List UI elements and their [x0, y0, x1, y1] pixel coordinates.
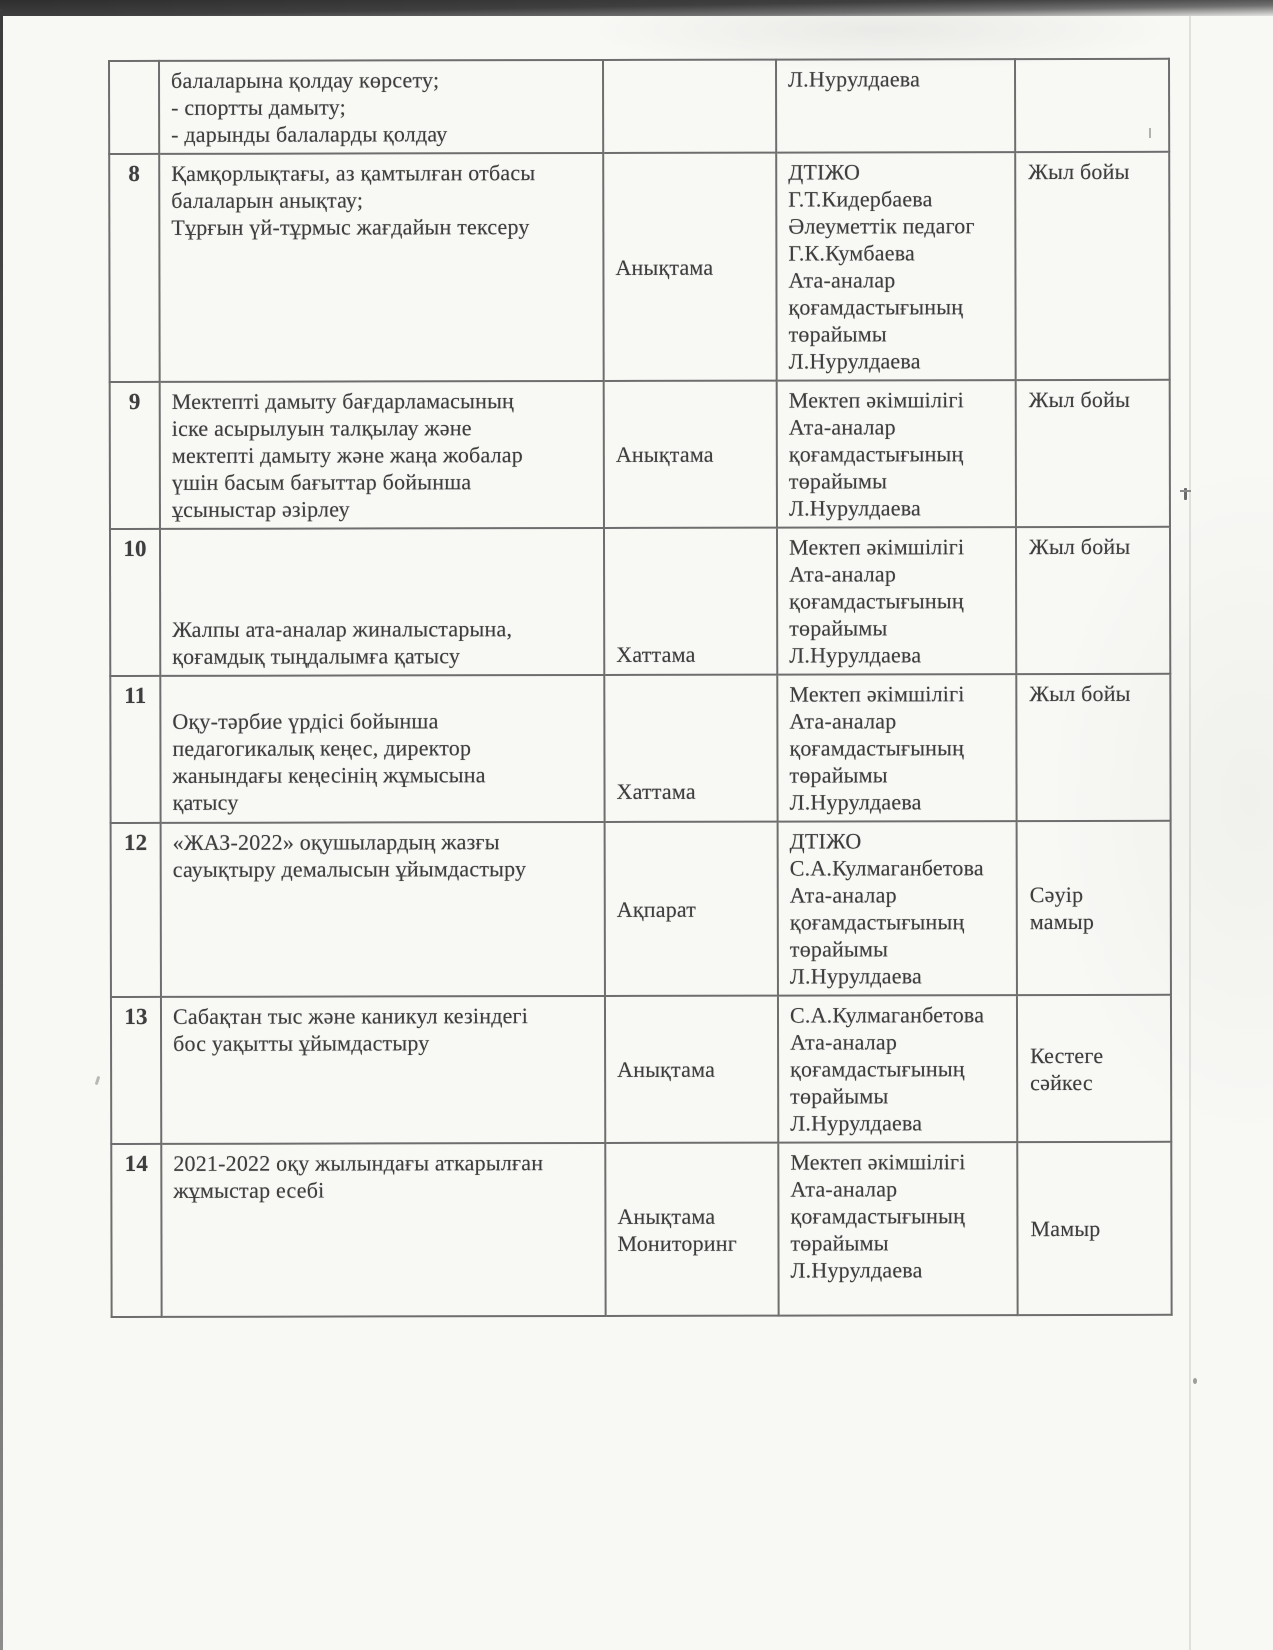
responsible-cell: Мектеп әкімшілігі Ата-аналар қоғамдастығының төрайымы Л.Нурулдаева [777, 380, 1016, 528]
row-number-cell: 12 [111, 823, 161, 997]
doc-type-cell [603, 60, 776, 153]
row-number-cell: 13 [111, 997, 161, 1144]
row-number-cell: 8 [109, 154, 159, 382]
doc-type-cell: Анықтама [605, 996, 778, 1143]
task-cell: балаларына қолдау көрсету; - спортты дамыту; - дарынды балаларды қолдау [159, 60, 603, 154]
row-number-cell: 9 [110, 382, 160, 529]
row-number-cell: 11 [110, 676, 160, 823]
task-cell: Қамқорлықтағы, аз қамтылған отбасы балаларын анықтау; Тұрғын үй-тұрмыс жағдайын тексеру [159, 153, 603, 382]
doc-type-cell: Хаттама [604, 675, 777, 822]
table-row [110, 674, 1170, 823]
row-number-cell: 10 [110, 529, 160, 676]
row-number-cell: 14 [111, 1144, 161, 1317]
scan-fold-line-artifact [1189, 16, 1191, 1650]
doc-type-cell: Анықтама [604, 381, 777, 528]
timing-cell: Жыл бойы [1016, 380, 1170, 527]
table-row [110, 380, 1170, 529]
work-plan-table [108, 58, 1173, 1318]
timing-cell: Сәуір мамыр [1017, 821, 1171, 995]
timing-cell: Мамыр [1017, 1142, 1171, 1315]
responsible-cell: ДТІЖО С.А.Кулмаганбетова Ата-аналар қоғамдастығының төрайымы Л.Нурулдаева [778, 821, 1017, 996]
timing-cell: Жыл бойы [1016, 527, 1170, 674]
responsible-cell: Мектеп әкімшілігі Ата-аналар қоғамдастығының төрайымы Л.Нурулдаева [777, 527, 1016, 675]
table-row [111, 821, 1171, 997]
doc-type-cell: Анықтама [603, 153, 776, 381]
doc-type-cell: Хаттама [604, 528, 777, 675]
task-cell: Мектепті дамыту бағдарламасының іске асырылуын талқылау және мектепті дамыту және жаңа жобалар үшін басым бағыттар бойынша ұсыныстар әзірлеу [160, 381, 604, 529]
timing-cell: Жыл бойы [1016, 674, 1170, 821]
table-row [111, 995, 1171, 1144]
doc-type-cell: Ақпарат [605, 822, 778, 996]
task-cell: «ЖАЗ-2022» оқушылардың жазғы сауықтыру демалысын ұйымдастыру [161, 822, 605, 997]
task-cell: 2021-2022 оқу жылындағы аткарылған жұмыстар есебі [161, 1143, 605, 1317]
responsible-cell: Мектеп әкімшілігі Ата-аналар қоғамдастығының төрайымы Л.Нурулдаева [777, 674, 1016, 822]
scan-speck-artifact [95, 1076, 101, 1085]
doc-type-cell: Анықтама Мониторинг [605, 1143, 778, 1316]
timing-cell: Кестеге сәйкес [1017, 995, 1171, 1142]
responsible-cell: С.А.Кулмаганбетова Ата-аналар қоғамдастығының төрайымы Л.Нурулдаева [778, 995, 1017, 1143]
scan-top-edge-artifact [0, 0, 1273, 16]
table-row [110, 527, 1170, 676]
responsible-cell: ДТІЖО Г.Т.Кидербаева Әлеуметтік педагог Г.К.Кумбаева Ата-аналар қоғамдастығының төрайымы Л.Нурулдаева [776, 152, 1015, 381]
responsible-cell: Мектеп әкімшілігі Ата-аналар қоғамдастығының төрайымы Л.Нурулдаева [778, 1142, 1017, 1316]
scan-speck-artifact [1193, 1378, 1197, 1384]
table-row [111, 1142, 1171, 1317]
row-number-cell [109, 61, 159, 154]
timing-cell: Жыл бойы [1015, 152, 1169, 380]
task-cell: Оқу-тәрбие үрдісі бойынша педагогикалық кеңес, директор жанындағы кеңесінің жұмысына қатысу [160, 675, 604, 823]
scan-speck-artifact [1184, 488, 1187, 500]
responsible-cell: Л.Нурулдаева [776, 59, 1015, 153]
scan-left-edge-artifact [0, 9, 3, 1650]
timing-cell [1015, 59, 1169, 152]
task-cell: Сабақтан тыс және каникул кезіндегі бос уақытты ұйымдастыру [161, 996, 605, 1144]
task-cell: Жалпы ата-аналар жиналыстарына, қоғамдық тыңдалымға қатысу [160, 528, 604, 676]
table-row [109, 59, 1169, 154]
table-row [109, 152, 1169, 382]
